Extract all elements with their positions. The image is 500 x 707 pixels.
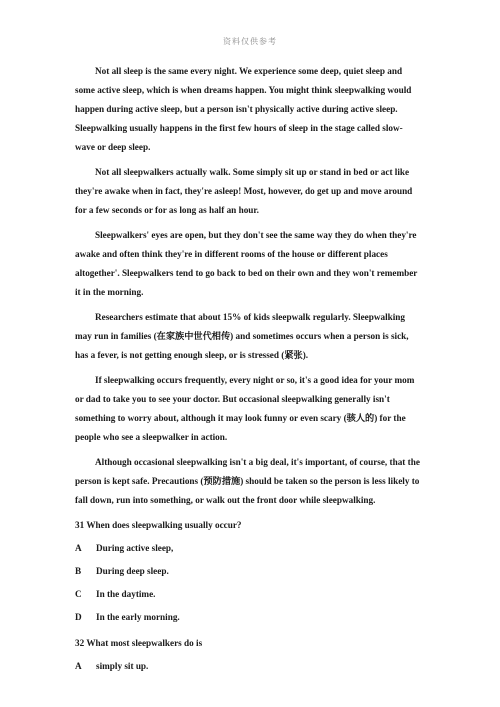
paragraph: Not all sleepwalkers actually walk. Some simply sit up or stand in bed or act like they're awake when in fact, they're asleep! Most, however, do get up and move around for a few seconds or for as long as half an hour. (75, 167, 413, 215)
option-text: During active sleep, (96, 543, 174, 553)
option-text: In the daytime. (96, 589, 156, 599)
option-c[interactable] (75, 587, 421, 601)
question-31 (75, 518, 421, 624)
option-letter: D (75, 612, 82, 622)
document-body (75, 62, 421, 673)
paragraph: Sleepwalkers' eyes are open, but they don't see the same way they do when they're awake and often think they're in different rooms of the house or different places altogether'. Sleepwalkers tend to go back to bed on their own and they won't remember it in the morning. (75, 230, 418, 297)
option-d[interactable] (75, 610, 421, 624)
option-a[interactable] (75, 659, 421, 673)
option-letter: C (75, 589, 82, 599)
option-b[interactable] (75, 564, 421, 578)
question-prompt: 31 When does sleepwalking usually occur? (75, 520, 242, 530)
option-letter: B (75, 566, 82, 576)
option-text: During deep sleep. (96, 566, 169, 576)
paragraph: Not all sleep is the same every night. We experience some deep, quiet sleep and some active sleep, which is when dreams happen. You might think sleepwalking would happen during active sleep, but a person isn't physically active during active sleep. Sleepwalking usually happens in the first few hours of sleep in the stage called slow-wave or deep sleep. (75, 66, 412, 152)
option-text: In the early morning. (96, 612, 180, 622)
question-prompt: 32 What most sleepwalkers do is (75, 638, 203, 648)
paragraph: Although occasional sleepwalking isn't a big deal, it's important, of course, that the person is kept safe. Precautions (预防措施) should be taken so the person is less likely to fall down, run into something, or walk out the front door while sleepwalking. (75, 457, 420, 505)
option-text: simply sit up. (96, 661, 149, 671)
paragraph: Researchers estimate that about 15% of kids sleepwalk regularly. Sleepwalking may run in families (在家族中世代相传) and sometimes occurs when a person is sick, has a fever, is not getting enough sleep, or is stressed (紧张). (75, 312, 409, 360)
option-letter: A (75, 661, 82, 671)
paragraph: If sleepwalking occurs frequently, every night or so, it's a good idea for your mom or dad to take you to see your doctor. But occasional sleepwalking generally isn't something to worry about, although it may look funny or even scary (骇人的) for the people who see a sleepwalker in action. (75, 375, 415, 442)
page-header: 资料仅供参考 (223, 37, 277, 46)
question-32 (75, 636, 421, 673)
option-letter: A (75, 543, 82, 553)
option-a[interactable] (75, 541, 421, 555)
